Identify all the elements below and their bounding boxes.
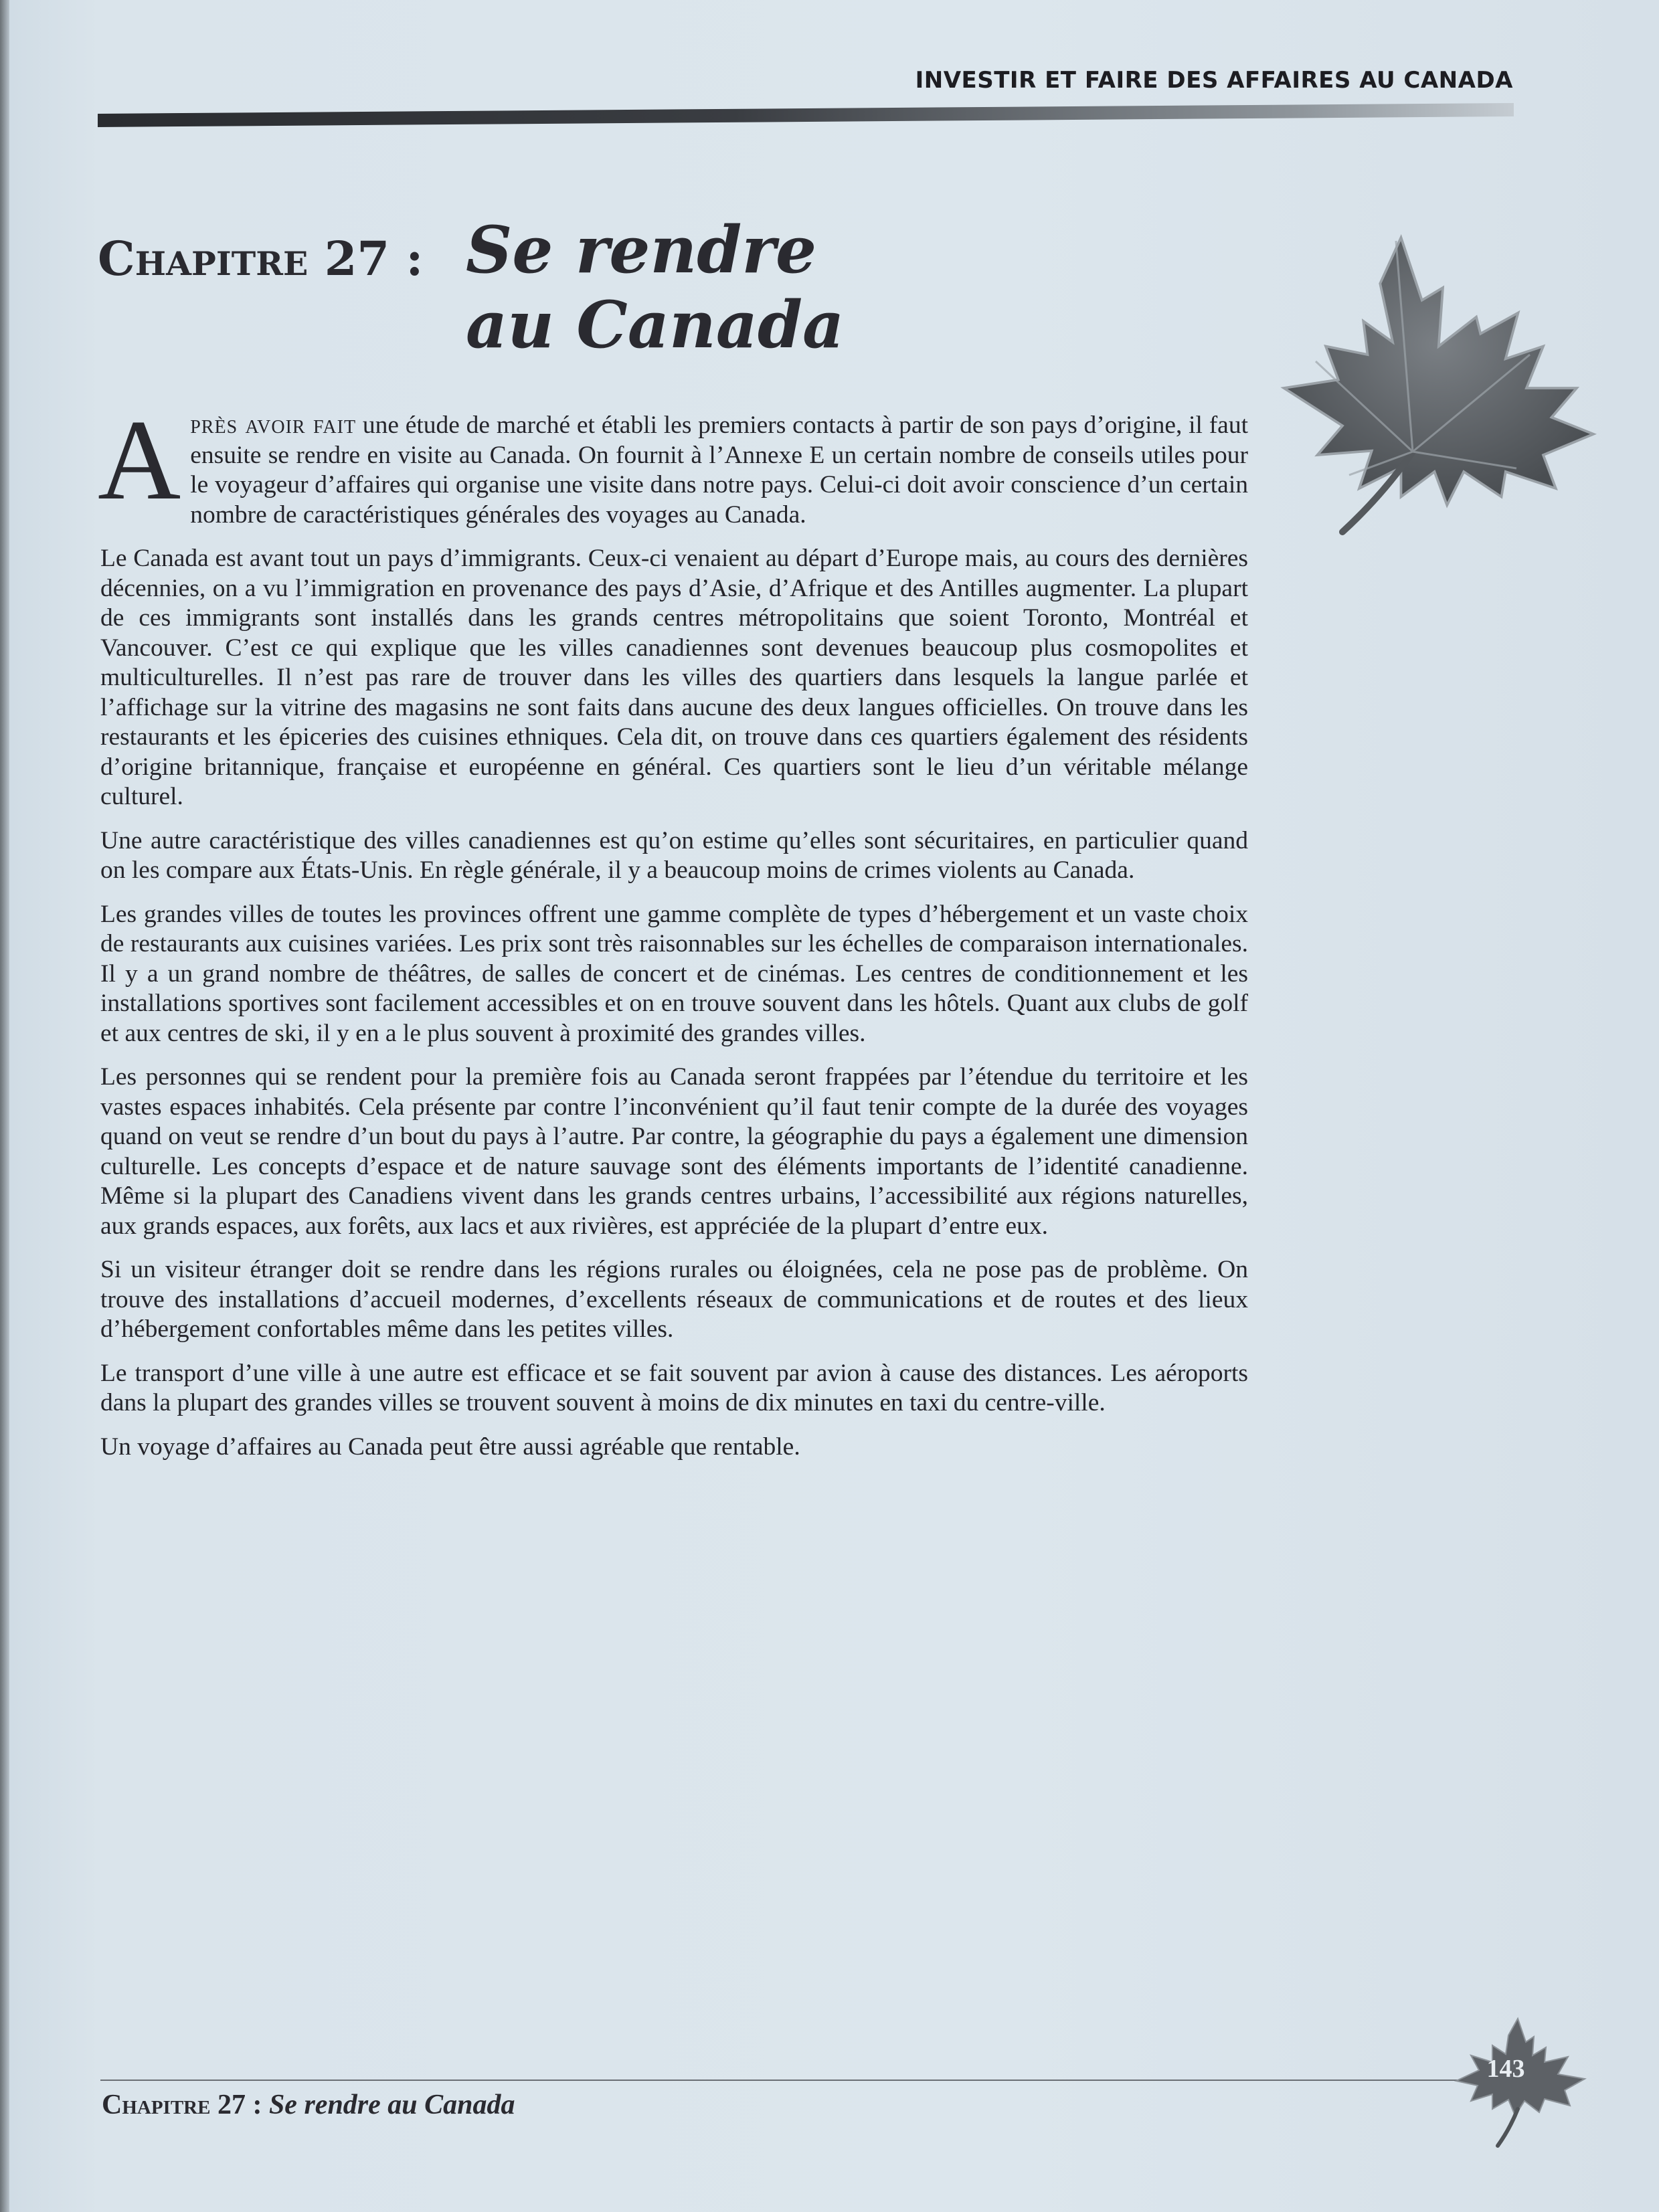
chapter-title-line-2: au Canada	[466, 287, 845, 363]
maple-leaf-icon	[1249, 214, 1624, 542]
paragraph-securite: Une autre caractéristique des villes canadiennes est qu’on estime qu’elles sont sécuritaires, en particulier quand on les compare aux États-Unis. En règle générale, il y a beaucoup moins de crimes violents au Canada.	[100, 826, 1248, 884]
chapter-label: Chapitre 27 :	[98, 231, 424, 286]
paragraph-transport: Le transport d’une ville à une autre est efficace et se fait souvent par avion à cause des distances. Les aéroports dans la plupart des grandes villes se trouvent souvent à moins de dix minutes en taxi du centre-ville.	[100, 1359, 1248, 1416]
paragraph-territoire: Les personnes qui se rendent pour la première fois au Canada seront frappées par l’étendue du territoire et les vastes espaces inhabités. Cela présente par contre l’inconvénient qu’il faut tenir compte de la durée des voyages quand on veut se rendre d’un bout du pays à l’autre. Par contre, la géographie du pays a également une dimension culturelle. Les concepts d’espace et de nature sauvage sont des éléments importants de l’identité canadienne. Même si la plupart des Canadiens vivent dans les grands centres urbains, l’accessibilité aux régions naturelles, aux grands espaces, aux forêts, aux lacs et aux rivières, est appréciée de la plupart d’entre eux.	[100, 1063, 1248, 1240]
lead-text: une étude de marché et établi les premiers contacts à partir de son pays d’origine, il faut ensuite se rendre en visite au Canada. On fournit à l’Annexe E un certain nombre de conseils utiles pour le voyageur d’affaires qui organise une visite dans notre pays. Celui-ci doit avoir conscience d’un certain nombre de caractéristiques générales des voyages au Canada.	[190, 411, 1248, 529]
lead-paragraph	[98, 397, 1248, 530]
chapter-title	[466, 213, 1068, 363]
paragraph-regions: Si un visiteur étranger doit se rendre dans les régions rurales ou éloignées, cela ne pose pas de problème. On trouve des installations d’accueil modernes, d’excellents réseaux de communications et de routes et des lieux d’hébergement confortables même dans les petites villes.	[100, 1256, 1248, 1343]
article-body	[98, 397, 1248, 1476]
footer-rule	[100, 2080, 1472, 2081]
running-header: INVESTIR ET FAIRE DES AFFAIRES AU CANADA	[915, 67, 1513, 94]
binding-shadow	[0, 0, 9, 2212]
footer-chapter-name: Se rendre au Canada	[268, 2090, 515, 2120]
paragraph-hebergement: Les grandes villes de toutes les provinces offrent une gamme complète de types d’hébergement et un vaste choix de restaurants aux cuisines variées. Les prix sont très raisonnables sur les échelles de comparaison internationales. Il y a un grand nombre de théâtres, de salles de concert et de cinémas. Les centres de conditionnement et les installations sportives sont facilement accessibles et on en trouve souvent dans les hôtels. Quant aux clubs de golf et aux centres de ski, il y en a le plus souvent à proximité des grandes villes.	[100, 900, 1248, 1047]
page-number: 143	[1486, 2055, 1525, 2083]
running-footer	[102, 2089, 515, 2121]
paragraph-immigrants: Le Canada est avant tout un pays d’immigrants. Ceux-ci venaient au départ d’Europe mais, au cours des dernières décennies, on a vu l’immigration en provenance des pays d’Asie, d’Afrique et des Antilles augmenter. La plupart de ces immigrants sont installés dans les grands centres métropolitains que soient Toronto, Montréal et Vancouver. C’est ce qui explique que les villes canadiennes sont devenues beaucoup plus cosmopolites et multiculturelles. Il n’est pas rare de trouver dans les villes des quartiers dans lesquels la langue parlée et l’affichage sur la vitrine des magasins ne sont faits dans aucune des deux langues officielles. On trouve dans les restaurants et les épiceries des cuisines ethniques. Cela dit, on trouve dans ces quartiers également des résidents d’origine britannique, française et européenne en général. Ces quartiers sont le lieu d’un véritable mélange culturel.	[100, 545, 1248, 810]
paragraph-conclusion: Un voyage d’affaires au Canada peut être aussi agréable que rentable.	[100, 1433, 800, 1461]
drop-cap: A	[98, 397, 181, 524]
header-rule	[98, 102, 1514, 127]
lead-smallcaps: près avoir fait	[190, 409, 357, 439]
chapter-heading	[98, 212, 845, 363]
footer-chapter-label: Chapitre 27 :	[102, 2090, 262, 2120]
chapter-title-line-1: Se rendre	[466, 212, 817, 288]
